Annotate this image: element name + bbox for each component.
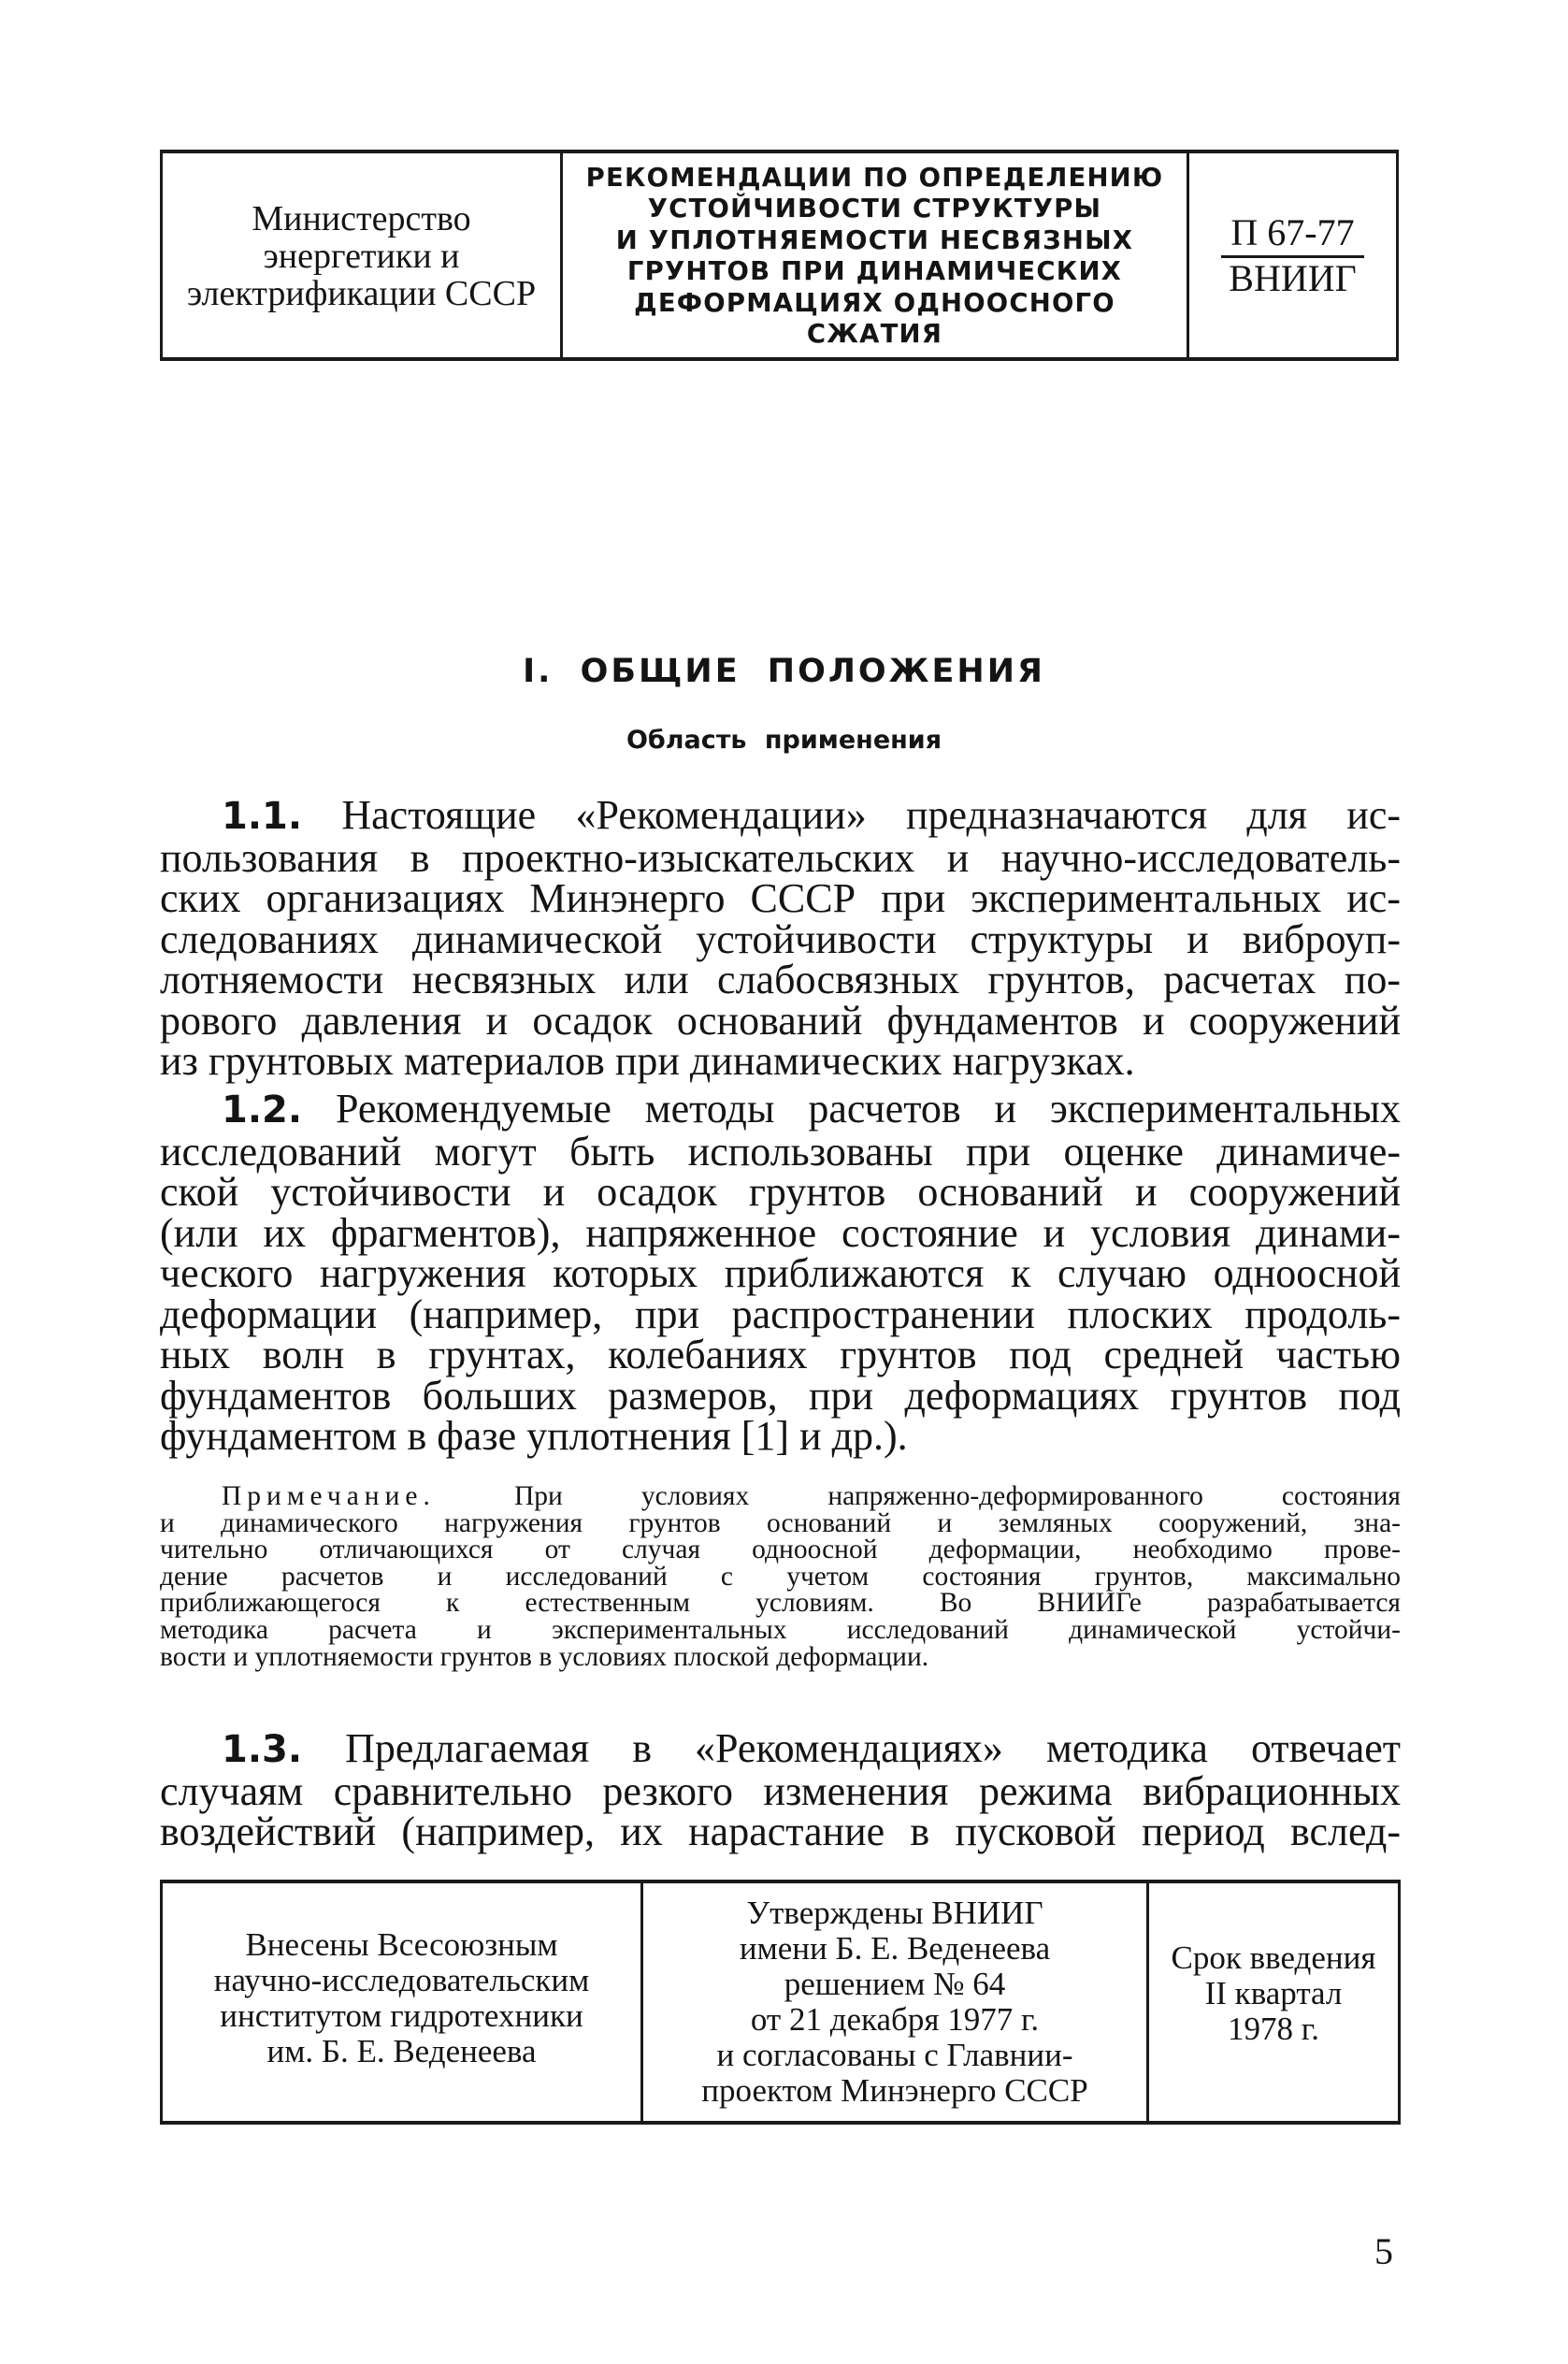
- page-number: 5: [1374, 2230, 1393, 2272]
- paragraph-line: (или их фрагментов), напряженное состояние и условия динами-: [160, 1209, 1401, 1256]
- note-label: Примечание.: [222, 1481, 436, 1511]
- paragraph-line: из грунтовых материалов при динамических нагрузках.: [160, 1038, 1135, 1084]
- note-line: дение расчетов и исследований с учетом состояния грунтов, максимально: [160, 1561, 1401, 1592]
- approved-line: проектом Минэнерго СССР: [701, 2072, 1088, 2109]
- paragraph-text: Предлагаемая в «Рекомендациях» методика отвечает: [345, 1725, 1401, 1771]
- document-code: П 67-77: [1221, 212, 1363, 258]
- paragraph-line: рового давления и осадок оснований фундаментов и сооружений: [160, 997, 1401, 1044]
- note-line: и динамического нагружения грунтов оснований и земляных сооружений, зна-: [160, 1507, 1401, 1538]
- introduced-line: им. Б. Е. Веденеева: [266, 2033, 537, 2069]
- approved-line: Утверждены ВНИИГ: [746, 1895, 1043, 1931]
- paragraph-number: 1.2.: [222, 1088, 303, 1132]
- ministry-line: энергетики и: [263, 237, 460, 276]
- paragraph-line: [160, 1725, 1401, 1771]
- header-table: [160, 150, 1399, 361]
- document-code-cell: [1189, 153, 1396, 357]
- paragraph-line: лотняемости несвязных или слабосвязных грунтов, расчетах по-: [160, 957, 1401, 1002]
- document-title-line: ДЕФОРМАЦИЯХ ОДНООСНОГО СЖАТИЯ: [634, 287, 1115, 349]
- document-org: ВНИИГ: [1229, 256, 1357, 299]
- paragraph-line: случаям сравнительно резкого изменения режима вибрационных: [160, 1767, 1401, 1814]
- paragraph-1-3: [160, 1725, 1401, 1854]
- paragraph-1-2: [160, 1088, 1401, 1457]
- note-line: чительно отличающихся от случая одноосной деформации, необходимо прове-: [160, 1535, 1401, 1565]
- section-title: I. ОБЩИЕ ПОЛОЖЕНИЯ: [523, 653, 1045, 690]
- paragraph-line: фундаментом в фазе уплотнения [1] и др.).: [160, 1413, 908, 1459]
- paragraph-line: ческого нагружения которых приближаются к случаю одноосной: [160, 1250, 1401, 1296]
- approved-line: и согласованы с Главнии-: [716, 2037, 1073, 2073]
- note-line: вости и уплотняемости грунтов в условиях плоской деформации.: [160, 1641, 929, 1672]
- introduced-line: институтом гидротехники: [220, 1997, 583, 2034]
- approved-by-cell: [643, 1883, 1149, 2121]
- paragraph-line: ской устойчивости и осадок грунтов оснований и сооружений: [160, 1169, 1401, 1215]
- paragraph-line: пользования в проектно-изыскательских и научно-исследователь-: [160, 834, 1401, 881]
- paragraph-line: исследований могут быть использованы при оценке динамиче-: [160, 1128, 1401, 1175]
- ministry-line: электрификации СССР: [186, 274, 537, 313]
- paragraph-line: ских организациях Минэнерго СССР при экспериментальных ис-: [160, 875, 1401, 921]
- paragraph-line: следованиях динамической устойчивости структуры и виброуп-: [160, 915, 1401, 962]
- document-title-cell: [563, 153, 1189, 357]
- effective-line: 1978 г.: [1228, 2011, 1319, 2047]
- note-line: методика расчета и экспериментальных исследований динамической устойчи-: [160, 1614, 1401, 1645]
- introduced-by-cell: [163, 1883, 643, 2121]
- document-title-line: ГРУНТОВ ПРИ ДИНАМИЧЕСКИХ: [626, 256, 1123, 286]
- paragraph-line: [160, 792, 1401, 838]
- paragraph-line: ных волн в грунтах, колебаниях грунтов под средней частью: [160, 1332, 1401, 1377]
- effective-line: Срок введения: [1171, 1939, 1376, 1976]
- note-text: При условиях напряженно-деформированного состояния: [513, 1481, 1402, 1511]
- section-subtitle: Область применения: [626, 726, 942, 755]
- document-title-line: И УПЛОТНЯЕМОСТИ НЕСВЯЗНЫХ: [615, 224, 1134, 255]
- effective-date-cell: [1149, 1883, 1398, 2121]
- footer-table: [160, 1880, 1401, 2125]
- ministry-line: Министерство: [252, 199, 471, 238]
- paragraph-1-1: [160, 792, 1401, 1084]
- paragraph-number: 1.1.: [222, 795, 303, 838]
- ministry-cell: [163, 153, 563, 357]
- paragraph-line: деформации (например, при распространении плоских продоль-: [160, 1290, 1401, 1337]
- introduced-line: научно-исследовательским: [213, 1962, 590, 1998]
- document-title-line: УСТОЙЧИВОСТИ СТРУКТУРЫ: [647, 194, 1102, 223]
- note-line: приближающегося к естественным условиям. Во ВНИИГе разрабатывается: [160, 1588, 1401, 1619]
- document-title-line: РЕКОМЕНДАЦИИ ПО ОПРЕДЕЛЕНИЮ: [585, 162, 1164, 193]
- approved-line: решением № 64: [784, 1966, 1006, 2002]
- note-block: [160, 1483, 1401, 1670]
- paragraph-text: Рекомендуемые методы расчетов и экспериментальных: [335, 1086, 1401, 1132]
- approved-line: имени Б. Е. Веденеева: [739, 1930, 1051, 1967]
- paragraph-line: воздействий (например, их нарастание в пусковой период вслед-: [160, 1809, 1401, 1854]
- introduced-line: Внесены Всесоюзным: [245, 1926, 558, 1963]
- paragraph-number: 1.3.: [222, 1728, 303, 1771]
- approved-line: от 21 декабря 1977 г.: [750, 2001, 1040, 2038]
- paragraph-line: [160, 1088, 1401, 1132]
- note-line: [160, 1483, 1401, 1510]
- paragraph-line: фундаментов больших размеров, при деформациях грунтов под: [160, 1372, 1401, 1419]
- effective-line: II квартал: [1204, 1975, 1343, 2011]
- paragraph-text: Настоящие «Рекомендации» предназначаются для ис-: [341, 792, 1401, 838]
